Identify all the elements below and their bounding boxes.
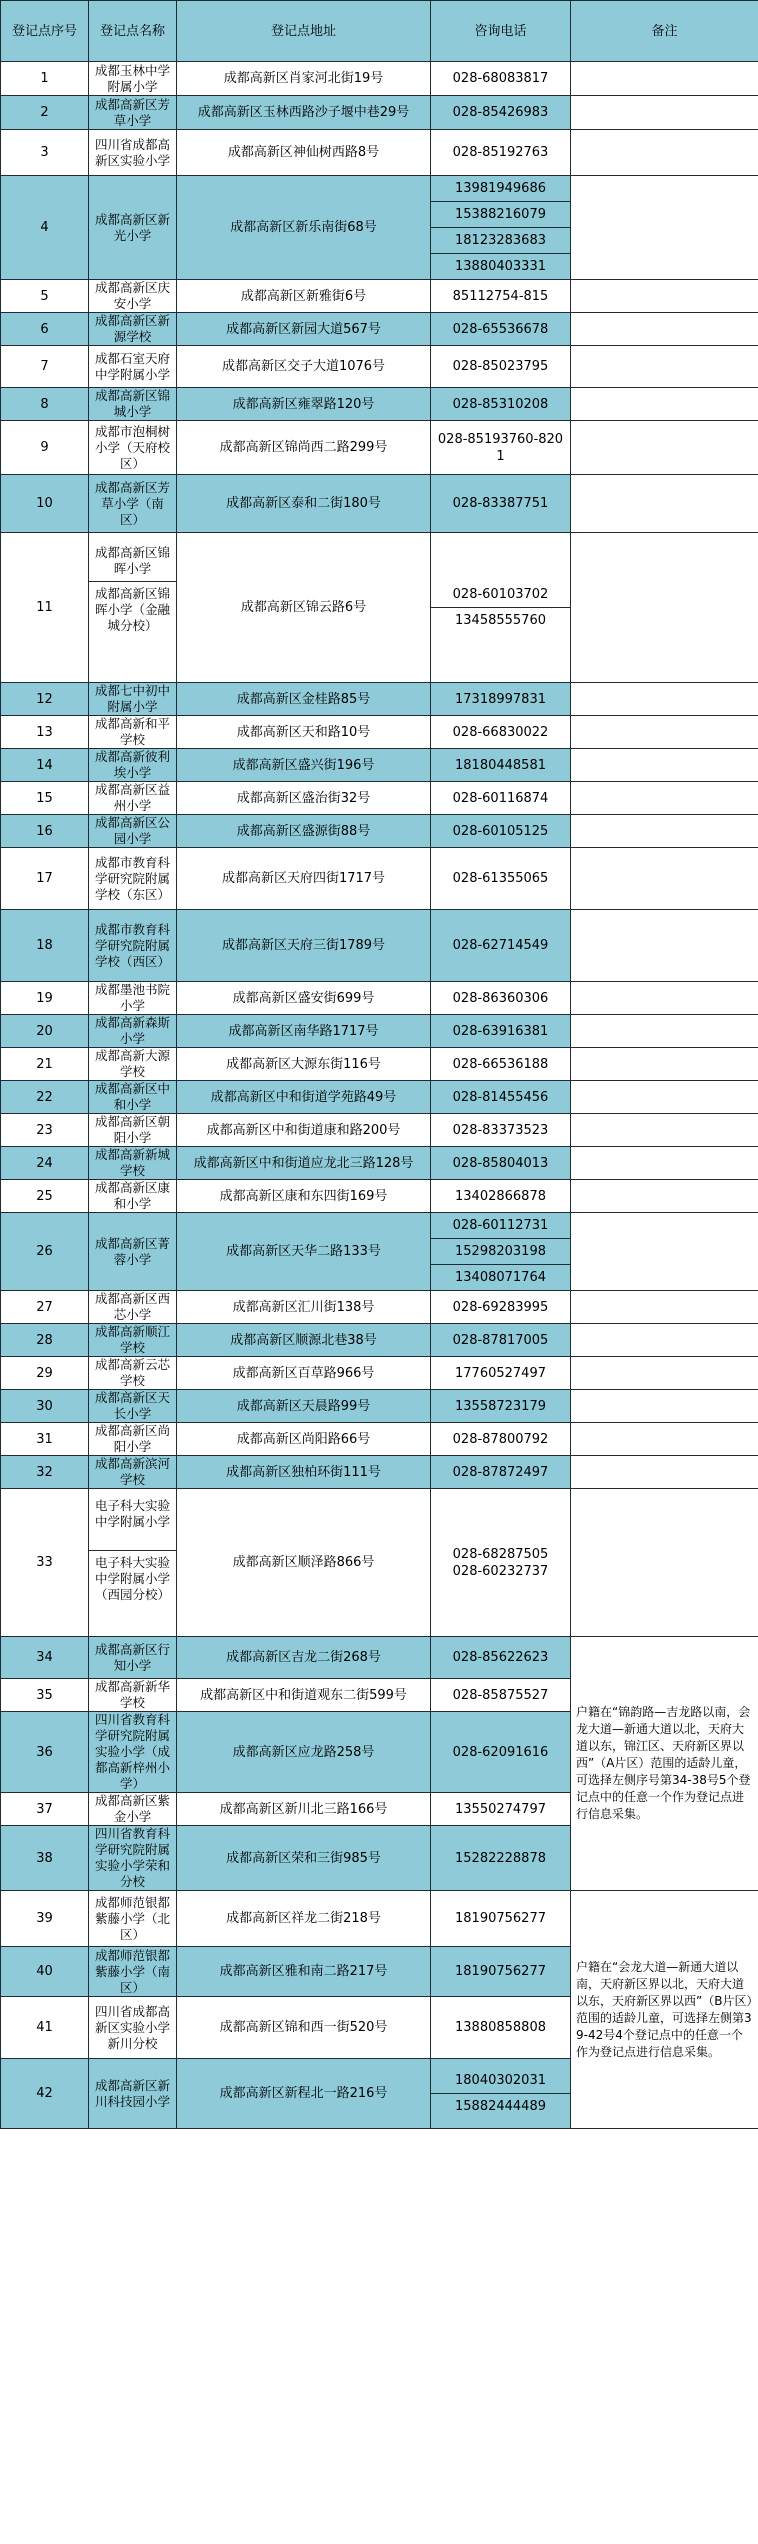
phone-number: 028-60112731 — [431, 1213, 570, 1239]
seq-cell: 22 — [1, 1081, 89, 1114]
phone-cell — [431, 1357, 571, 1390]
note-cell — [571, 1390, 758, 1423]
table-row — [1, 1081, 758, 1114]
name-cell: 成都石室天府中学附属小学 — [89, 346, 177, 388]
phone-number: 028-87872497 — [452, 1464, 549, 1480]
note-cell — [571, 683, 758, 716]
seq-cell: 32 — [1, 1456, 89, 1489]
name-cell: 成都高新区尚阳小学 — [89, 1423, 177, 1456]
phone-cell — [431, 1891, 571, 1947]
name-cell: 成都高新区康和小学 — [89, 1180, 177, 1213]
table-row — [1, 176, 758, 280]
phone-cell — [431, 1947, 571, 1997]
phone-cell — [431, 1213, 571, 1291]
phone-number: 028-85023795 — [452, 359, 549, 374]
table-row — [1, 130, 758, 176]
address-cell: 成都高新区荣和三街985号 — [177, 1826, 431, 1891]
seq-cell: 19 — [1, 982, 89, 1015]
table-row — [1, 388, 758, 421]
table-row — [1, 1390, 758, 1423]
seq-cell: 23 — [1, 1114, 89, 1147]
note-cell — [571, 346, 758, 388]
address-cell: 成都高新区康和东四街169号 — [177, 1180, 431, 1213]
name-cell: 成都高新区中和小学 — [89, 1081, 177, 1114]
table-row — [1, 1147, 758, 1180]
phone-cell — [431, 1712, 571, 1793]
address-cell: 成都高新区吉龙二街268号 — [177, 1637, 431, 1679]
phone-number: 028-61355065 — [452, 871, 549, 886]
seq-cell: 26 — [1, 1213, 89, 1291]
note-cell — [571, 815, 758, 848]
note-cell — [571, 313, 758, 346]
note-cell — [571, 176, 758, 280]
phone-number: 028-85804013 — [452, 1155, 549, 1171]
phone-number: 028-65536678 — [452, 321, 549, 337]
phone-cell — [431, 848, 571, 910]
name-cell: 成都高新区芳草小学（南区） — [89, 475, 177, 533]
seq-cell: 34 — [1, 1637, 89, 1679]
phone-number: 15388216079 — [431, 202, 570, 228]
address-cell: 成都高新区顺源北巷38号 — [177, 1324, 431, 1357]
note-cell — [571, 910, 758, 982]
address-cell: 成都高新区新乐南街68号 — [177, 176, 431, 280]
seq-cell: 12 — [1, 683, 89, 716]
seq-cell: 9 — [1, 421, 89, 475]
note-cell — [571, 1489, 758, 1637]
table-row — [1, 815, 758, 848]
phone-number: 028-60116874 — [452, 790, 549, 806]
seq-cell: 25 — [1, 1180, 89, 1213]
note-note-a: 户籍在“锦韵路—吉龙路以南，会龙大道—新通大道以北，天府大道以东，锦江区、天府新区界以西”（A片区）范围的适龄儿童，可选择左侧序号第34-38号5个登记点中的任意一个作为登记点进行信息采集。 — [571, 1637, 758, 1891]
address-cell: 成都高新区天和路10号 — [177, 716, 431, 749]
address-cell: 成都高新区天晨路99号 — [177, 1390, 431, 1423]
name-cell: 成都高新区行知小学 — [89, 1637, 177, 1679]
phone-cell — [431, 910, 571, 982]
seq-cell: 42 — [1, 2059, 89, 2129]
name-cell: 成都高新区新川科技园小学 — [89, 2059, 177, 2129]
name-cell: 成都七中初中附属小学 — [89, 683, 177, 716]
address-cell: 成都高新区泰和二街180号 — [177, 475, 431, 533]
name-cell: 成都高新顺江学校 — [89, 1324, 177, 1357]
phone-number: 18190756277 — [455, 1964, 546, 1979]
table-row — [1, 1213, 758, 1291]
phone-cell — [431, 1180, 571, 1213]
name-cell: 成都高新区紫金小学 — [89, 1793, 177, 1826]
table-row — [1, 848, 758, 910]
table-row — [1, 683, 758, 716]
address-cell: 成都高新区南华路1717号 — [177, 1015, 431, 1048]
phone-number: 18123283683 — [431, 228, 570, 254]
phone-number: 028-85426983 — [452, 105, 549, 120]
phone-number: 17318997831 — [455, 691, 546, 707]
seq-cell: 3 — [1, 130, 89, 176]
seq-cell: 21 — [1, 1048, 89, 1081]
note-cell — [571, 848, 758, 910]
seq-cell: 30 — [1, 1390, 89, 1423]
name-cell: 成都高新彼利埃小学 — [89, 749, 177, 782]
table-row — [1, 1423, 758, 1456]
phone-cell — [431, 1456, 571, 1489]
phone-number: 028-85310208 — [452, 396, 549, 412]
phone-cell — [431, 1637, 571, 1679]
table-row — [1, 982, 758, 1015]
phone-cell — [431, 130, 571, 176]
address-cell: 成都高新区锦和西一街520号 — [177, 1997, 431, 2059]
name-cell: 成都高新区芳草小学 — [89, 96, 177, 130]
school-name: 成都高新区锦晖小学 — [89, 541, 176, 582]
name-cell: 成都高新和平学校 — [89, 716, 177, 749]
address-cell: 成都高新区汇川街138号 — [177, 1291, 431, 1324]
address-cell: 成都高新区锦尚西二路299号 — [177, 421, 431, 475]
table-row — [1, 313, 758, 346]
seq-cell: 35 — [1, 1679, 89, 1712]
table-row — [1, 1456, 758, 1489]
note-cell — [571, 782, 758, 815]
address-cell: 成都高新区新川北三路166号 — [177, 1793, 431, 1826]
name-cell: 成都高新滨河学校 — [89, 1456, 177, 1489]
phone-number: 13880858808 — [455, 2020, 546, 2035]
phone-cell — [431, 1291, 571, 1324]
phone-cell — [431, 313, 571, 346]
phone-number: 028-87817005 — [452, 1332, 549, 1348]
note-cell — [571, 533, 758, 683]
phone-number: 13458555760 — [455, 613, 546, 628]
name-cell: 成都师范银都紫藤小学（北区） — [89, 1891, 177, 1947]
seq-cell: 41 — [1, 1997, 89, 2059]
table-row — [1, 280, 758, 313]
name-cell: 成都市教育科学研究院附属学校（东区） — [89, 848, 177, 910]
seq-cell: 18 — [1, 910, 89, 982]
name-cell: 四川省成都高新区实验小学新川分校 — [89, 1997, 177, 2059]
seq-cell: 27 — [1, 1291, 89, 1324]
phone-number: 028-86360306 — [452, 990, 549, 1006]
seq-cell: 6 — [1, 313, 89, 346]
phone-number: 028-60232737 — [452, 1563, 549, 1579]
phone-number: 028-66830022 — [452, 724, 549, 740]
table-row — [1, 1637, 758, 1679]
seq-cell: 17 — [1, 848, 89, 910]
address-cell: 成都高新区雅和南二路217号 — [177, 1947, 431, 1997]
name-cell: 成都市教育科学研究院附属学校（西区） — [89, 910, 177, 982]
address-cell: 成都高新区中和街道学苑路49号 — [177, 1081, 431, 1114]
phone-number: 028-60103702 — [431, 582, 570, 608]
note-cell — [571, 1180, 758, 1213]
seq-cell: 33 — [1, 1489, 89, 1637]
seq-cell: 24 — [1, 1147, 89, 1180]
note-cell — [571, 1357, 758, 1390]
table-row — [1, 1114, 758, 1147]
phone-cell — [431, 815, 571, 848]
seq-cell: 5 — [1, 280, 89, 313]
phone-number: 13550274797 — [455, 1801, 546, 1817]
phone-number: 028-68287505 — [452, 1546, 549, 1562]
table-row — [1, 1048, 758, 1081]
phone-number: 028-66536188 — [452, 1056, 549, 1072]
phone-cell — [431, 1679, 571, 1712]
phone-cell — [431, 1826, 571, 1891]
phone-cell — [431, 1324, 571, 1357]
header-note: 备注 — [571, 1, 758, 62]
table-row — [1, 782, 758, 815]
seq-cell: 31 — [1, 1423, 89, 1456]
name-cell: 成都高新区益州小学 — [89, 782, 177, 815]
seq-cell: 36 — [1, 1712, 89, 1793]
phone-number: 17760527497 — [455, 1365, 546, 1381]
note-cell — [571, 1147, 758, 1180]
phone-cell — [431, 1114, 571, 1147]
phone-number: 028-83387751 — [452, 496, 549, 511]
name-cell: 成都高新区西芯小学 — [89, 1291, 177, 1324]
phone-cell — [431, 1793, 571, 1826]
seq-cell: 4 — [1, 176, 89, 280]
phone-cell — [431, 1390, 571, 1423]
name-cell: 成都高新区庆安小学 — [89, 280, 177, 313]
note-cell — [571, 716, 758, 749]
phone-cell — [431, 96, 571, 130]
phone-number: 028-69283995 — [452, 1299, 549, 1315]
phone-number: 13408071764 — [455, 1270, 546, 1285]
name-cell: 四川省教育科学研究院附属实验小学（成都高新梓州小学） — [89, 1712, 177, 1793]
table-row — [1, 421, 758, 475]
school-name: 电子科大实验中学附属小学（西园分校） — [94, 1555, 170, 1602]
table-row — [1, 910, 758, 982]
phone-number: 13981949686 — [431, 176, 570, 202]
address-cell: 成都高新区盛源街88号 — [177, 815, 431, 848]
seq-cell: 11 — [1, 533, 89, 683]
address-cell: 成都高新区肖家河北街19号 — [177, 62, 431, 96]
note-cell — [571, 62, 758, 96]
address-cell: 成都高新区中和街道康和路200号 — [177, 1114, 431, 1147]
seq-cell: 2 — [1, 96, 89, 130]
name-cell — [89, 533, 177, 683]
seq-cell: 10 — [1, 475, 89, 533]
note-cell — [571, 388, 758, 421]
phone-cell — [431, 782, 571, 815]
note-cell — [571, 1456, 758, 1489]
phone-cell — [431, 1147, 571, 1180]
seq-cell: 14 — [1, 749, 89, 782]
table-row — [1, 1180, 758, 1213]
address-cell: 成都高新区顺泽路866号 — [177, 1489, 431, 1637]
address-cell: 成都高新区交子大道1076号 — [177, 346, 431, 388]
phone-number: 028-83373523 — [452, 1122, 549, 1138]
table-row — [1, 96, 758, 130]
table-row — [1, 1015, 758, 1048]
note-cell — [571, 1081, 758, 1114]
phone-cell — [431, 421, 571, 475]
table-header-row — [1, 1, 758, 62]
name-cell: 成都玉林中学附属小学 — [89, 62, 177, 96]
phone-cell — [431, 1997, 571, 2059]
address-cell: 成都高新区天府四街1717号 — [177, 848, 431, 910]
name-cell: 成都高新区菁蓉小学 — [89, 1213, 177, 1291]
name-cell: 成都市泡桐树小学（天府校区） — [89, 421, 177, 475]
address-cell: 成都高新区玉林西路沙子堰中巷29号 — [177, 96, 431, 130]
seq-cell: 37 — [1, 1793, 89, 1826]
address-cell: 成都高新区盛治街32号 — [177, 782, 431, 815]
address-cell: 成都高新区中和街道观东二街599号 — [177, 1679, 431, 1712]
address-cell: 成都高新区百草路966号 — [177, 1357, 431, 1390]
address-cell: 成都高新区祥龙二街218号 — [177, 1891, 431, 1947]
address-cell: 成都高新区天华二路133号 — [177, 1213, 431, 1291]
name-cell: 成都师范银都紫藤小学（南区） — [89, 1947, 177, 1997]
note-cell — [571, 982, 758, 1015]
phone-number: 028-87800792 — [452, 1431, 549, 1447]
header-seq: 登记点序号 — [1, 1, 89, 62]
address-cell: 成都高新区大源东街116号 — [177, 1048, 431, 1081]
seq-cell: 38 — [1, 1826, 89, 1891]
note-cell — [571, 421, 758, 475]
name-cell: 成都高新区公园小学 — [89, 815, 177, 848]
address-cell: 成都高新区金桂路85号 — [177, 683, 431, 716]
name-cell: 成都高新新城学校 — [89, 1147, 177, 1180]
phone-number: 028-81455456 — [452, 1089, 549, 1105]
phone-number: 028-85193760-8201 — [437, 431, 564, 464]
phone-number: 18190756277 — [455, 1911, 546, 1926]
address-cell: 成都高新区盛兴街196号 — [177, 749, 431, 782]
name-cell: 四川省成都高新区实验小学 — [89, 130, 177, 176]
table-row — [1, 1357, 758, 1390]
note-cell — [571, 1114, 758, 1147]
phone-cell — [431, 982, 571, 1015]
name-cell: 成都高新大源学校 — [89, 1048, 177, 1081]
address-cell: 成都高新区新程北一路216号 — [177, 2059, 431, 2129]
address-cell: 成都高新区神仙树西路8号 — [177, 130, 431, 176]
phone-cell — [431, 62, 571, 96]
header-address: 登记点地址 — [177, 1, 431, 62]
seq-cell: 1 — [1, 62, 89, 96]
phone-cell — [431, 1048, 571, 1081]
header-name: 登记点名称 — [89, 1, 177, 62]
seq-cell: 13 — [1, 716, 89, 749]
table-row — [1, 1324, 758, 1357]
phone-number: 13880403331 — [455, 259, 546, 274]
phone-number: 028-85875527 — [452, 1687, 549, 1703]
address-cell: 成都高新区应龙路258号 — [177, 1712, 431, 1793]
phone-number: 028-63916381 — [452, 1023, 549, 1039]
phone-cell — [431, 683, 571, 716]
header-phone: 咨询电话 — [431, 1, 571, 62]
phone-cell — [431, 346, 571, 388]
note-cell — [571, 1015, 758, 1048]
note-note-b: 户籍在“会龙大道—新通大道以南，天府新区界以北，天府大道以东，天府新区界以西”（B片区）范围的适龄儿童，可选择左侧第39-42号4个登记点中的任意一个作为登记点进行信息采集。 — [571, 1891, 758, 2129]
name-cell: 成都高新区新源学校 — [89, 313, 177, 346]
seq-cell: 20 — [1, 1015, 89, 1048]
table-row — [1, 346, 758, 388]
name-cell: 成都高新云芯学校 — [89, 1357, 177, 1390]
seq-cell: 16 — [1, 815, 89, 848]
phone-cell — [431, 716, 571, 749]
note-cell — [571, 475, 758, 533]
phone-cell — [431, 749, 571, 782]
table-row — [1, 1291, 758, 1324]
phone-number: 15282228878 — [455, 1850, 546, 1866]
address-cell: 成都高新区新园大道567号 — [177, 313, 431, 346]
seq-cell: 28 — [1, 1324, 89, 1357]
phone-number: 028-62091616 — [452, 1744, 549, 1760]
name-cell: 成都墨池书院小学 — [89, 982, 177, 1015]
phone-number: 15298203198 — [431, 1239, 570, 1265]
name-cell — [89, 1489, 177, 1637]
phone-cell — [431, 1081, 571, 1114]
name-cell: 成都高新区新光小学 — [89, 176, 177, 280]
table-row — [1, 475, 758, 533]
phone-cell — [431, 176, 571, 280]
seq-cell: 29 — [1, 1357, 89, 1390]
note-cell — [571, 1048, 758, 1081]
seq-cell: 7 — [1, 346, 89, 388]
name-cell: 成都高新新华学校 — [89, 1679, 177, 1712]
phone-cell — [431, 388, 571, 421]
note-cell — [571, 1291, 758, 1324]
name-cell: 成都高新区天长小学 — [89, 1390, 177, 1423]
address-cell: 成都高新区天府三街1789号 — [177, 910, 431, 982]
phone-number: 13402866878 — [455, 1188, 546, 1204]
seq-cell: 15 — [1, 782, 89, 815]
name-cell: 成都高新森斯小学 — [89, 1015, 177, 1048]
phone-number: 028-60105125 — [452, 823, 549, 839]
phone-cell — [431, 1489, 571, 1637]
note-cell — [571, 1324, 758, 1357]
address-cell: 成都高新区雍翠路120号 — [177, 388, 431, 421]
seq-cell: 8 — [1, 388, 89, 421]
note-cell — [571, 749, 758, 782]
table-row — [1, 749, 758, 782]
phone-cell — [431, 2059, 571, 2129]
phone-cell — [431, 280, 571, 313]
phone-number: 028-85622623 — [452, 1650, 549, 1665]
phone-number: 15882444489 — [455, 2099, 546, 2114]
note-cell — [571, 280, 758, 313]
address-cell: 成都高新区独柏环街111号 — [177, 1456, 431, 1489]
phone-number: 18180448581 — [455, 757, 546, 773]
name-cell: 四川省教育科学研究院附属实验小学荣和分校 — [89, 1826, 177, 1891]
phone-cell — [431, 475, 571, 533]
address-cell: 成都高新区中和街道应龙北三路128号 — [177, 1147, 431, 1180]
seq-cell: 40 — [1, 1947, 89, 1997]
phone-number: 18040302031 — [431, 2068, 570, 2094]
address-cell: 成都高新区盛安街699号 — [177, 982, 431, 1015]
phone-number: 85112754-815 — [452, 288, 549, 304]
note-cell — [571, 1213, 758, 1291]
phone-number: 028-62714549 — [452, 938, 549, 953]
phone-number: 028-85192763 — [452, 145, 549, 160]
table-row — [1, 1489, 758, 1637]
school-name: 成都高新区锦晖小学（金融城分校） — [94, 586, 170, 633]
note-cell — [571, 96, 758, 130]
table-row — [1, 716, 758, 749]
address-cell: 成都高新区锦云路6号 — [177, 533, 431, 683]
name-cell: 成都高新区朝阳小学 — [89, 1114, 177, 1147]
table-row — [1, 1891, 758, 1947]
phone-number: 028-68083817 — [452, 71, 549, 86]
seq-cell: 39 — [1, 1891, 89, 1947]
address-cell: 成都高新区尚阳路66号 — [177, 1423, 431, 1456]
table-row — [1, 62, 758, 96]
phone-number: 13558723179 — [455, 1398, 546, 1414]
table-row — [1, 533, 758, 683]
name-cell: 成都高新区锦城小学 — [89, 388, 177, 421]
phone-cell — [431, 1015, 571, 1048]
school-name: 电子科大实验中学附属小学 — [89, 1494, 176, 1551]
note-cell — [571, 1423, 758, 1456]
note-cell — [571, 130, 758, 176]
address-cell: 成都高新区新雅街6号 — [177, 280, 431, 313]
phone-cell — [431, 1423, 571, 1456]
phone-cell — [431, 533, 571, 683]
